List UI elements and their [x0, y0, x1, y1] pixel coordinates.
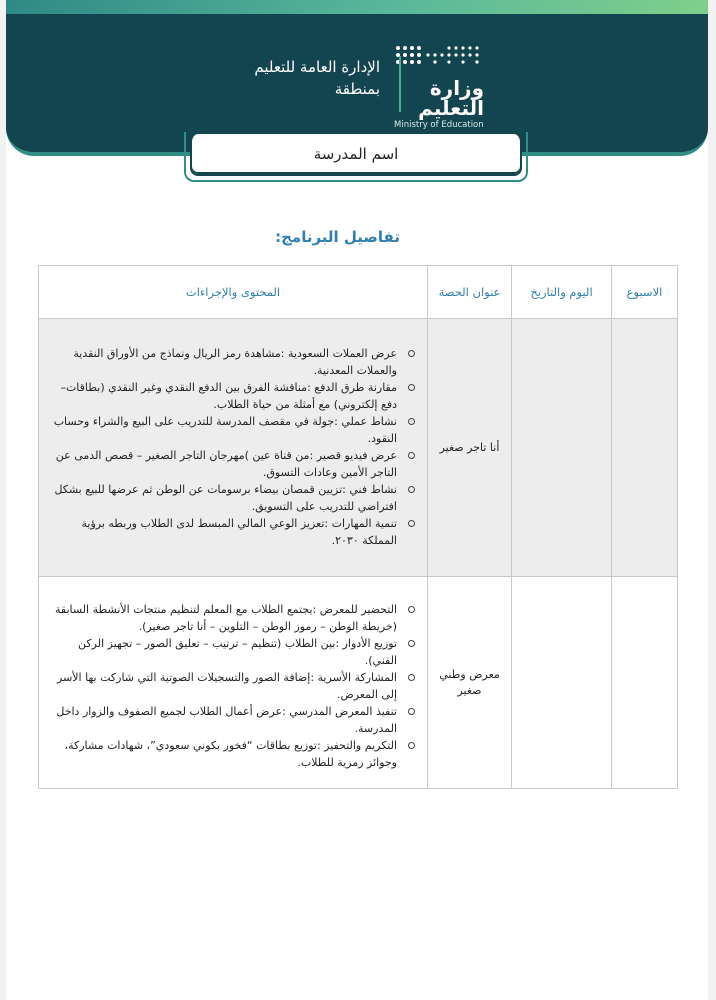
header-date: اليوم والتاريخ — [512, 266, 612, 319]
header-lesson-title: عنوان الحصة — [428, 266, 512, 319]
date-cell — [512, 577, 612, 789]
ministry-dots-icon — [394, 44, 484, 70]
list-item: التكريم والتحفيز :توزيع بطاقات “فخور بكوني سعودي”، شهادات مشاركة، وجوائز رمزية للطلاب. — [45, 737, 419, 771]
procedure-list — [45, 345, 419, 549]
education-admin — [254, 56, 380, 100]
admin-line-2: بمنطقة — [334, 80, 380, 98]
document-page — [6, 0, 708, 1000]
list-item: التحضير للمعرض :يجتمع الطلاب مع المعلم لتنظيم منتجات الأنشطة السابقة (خريطة الوطن – رموز الوطن – التلوين – أنا تاجر صغير). — [45, 601, 419, 635]
section-title: تفاصيل البرنامج: — [275, 228, 400, 246]
week-cell — [612, 577, 678, 789]
list-item: عرض العملات السعودية :مشاهدة رمز الريال ونماذج من الأوراق النقدية والعملات المعدنية. — [45, 345, 419, 379]
lesson-title-cell: معرض وطني صغير — [428, 577, 512, 789]
list-item: عرض فيديو قصير :من قناة عين )مهرجان التاجر الصغير – قصص الدمى عن التاجر الأمين وعادات التسوق. — [45, 447, 419, 481]
admin-line-1: الإدارة العامة للتعليم — [254, 58, 380, 76]
lesson-title-cell: أنا تاجر صغير — [428, 319, 512, 577]
list-item: تنفيذ المعرض المدرسي :عرض أعمال الطلاب لجميع الصفوف والزوار داخل المدرسة. — [45, 703, 419, 737]
ministry-name-en: Ministry of Education — [394, 120, 484, 130]
procedure-list — [45, 601, 419, 771]
ministry-logo — [394, 44, 494, 130]
ministry-name-ar: وزارة التعليم — [418, 76, 484, 120]
date-cell — [512, 319, 612, 577]
list-item: مقارنة طرق الدفع :مناقشة الفرق بين الدفع النقدي وغير النقدي (بطاقات– دفع إلكتروني) مع أمثلة من حياة الطلاب. — [45, 379, 419, 413]
table-header-row — [39, 266, 678, 319]
content-cell — [39, 577, 428, 789]
list-item: توزيع الأدوار :بين الطلاب (تنظيم – ترتيب – تعليق الصور – تجهيز الركن الفني). — [45, 635, 419, 669]
school-name-box — [190, 134, 522, 176]
list-item: تنمية المهارات :تعزيز الوعي المالي المبسط لدى الطلاب وربطه برؤية المملكة ٢٠٣٠. — [45, 515, 419, 549]
table-row — [39, 319, 678, 577]
list-item: نشاط فني :تزيين قمصان بيضاء برسومات عن الوطن ثم عرضها للبيع بشكل افتراضي للتدريب على التسويق. — [45, 481, 419, 515]
list-item: المشاركة الأسرية :إضافة الصور والتسجيلات الصوتية التي شاركت بها الأسر إلى المعرض. — [45, 669, 419, 703]
content-cell — [39, 319, 428, 577]
header-week: الاسبوع — [612, 266, 678, 319]
header-divider — [399, 56, 401, 112]
week-cell — [612, 319, 678, 577]
school-name-label: اسم المدرسة — [313, 145, 399, 163]
program-table — [38, 265, 678, 789]
list-item: نشاط عملي :جولة في مقصف المدرسة للتدريب على البيع والشراء وحساب النقود. — [45, 413, 419, 447]
header-content: المحتوى والإجراءات — [39, 266, 428, 319]
table-row — [39, 577, 678, 789]
